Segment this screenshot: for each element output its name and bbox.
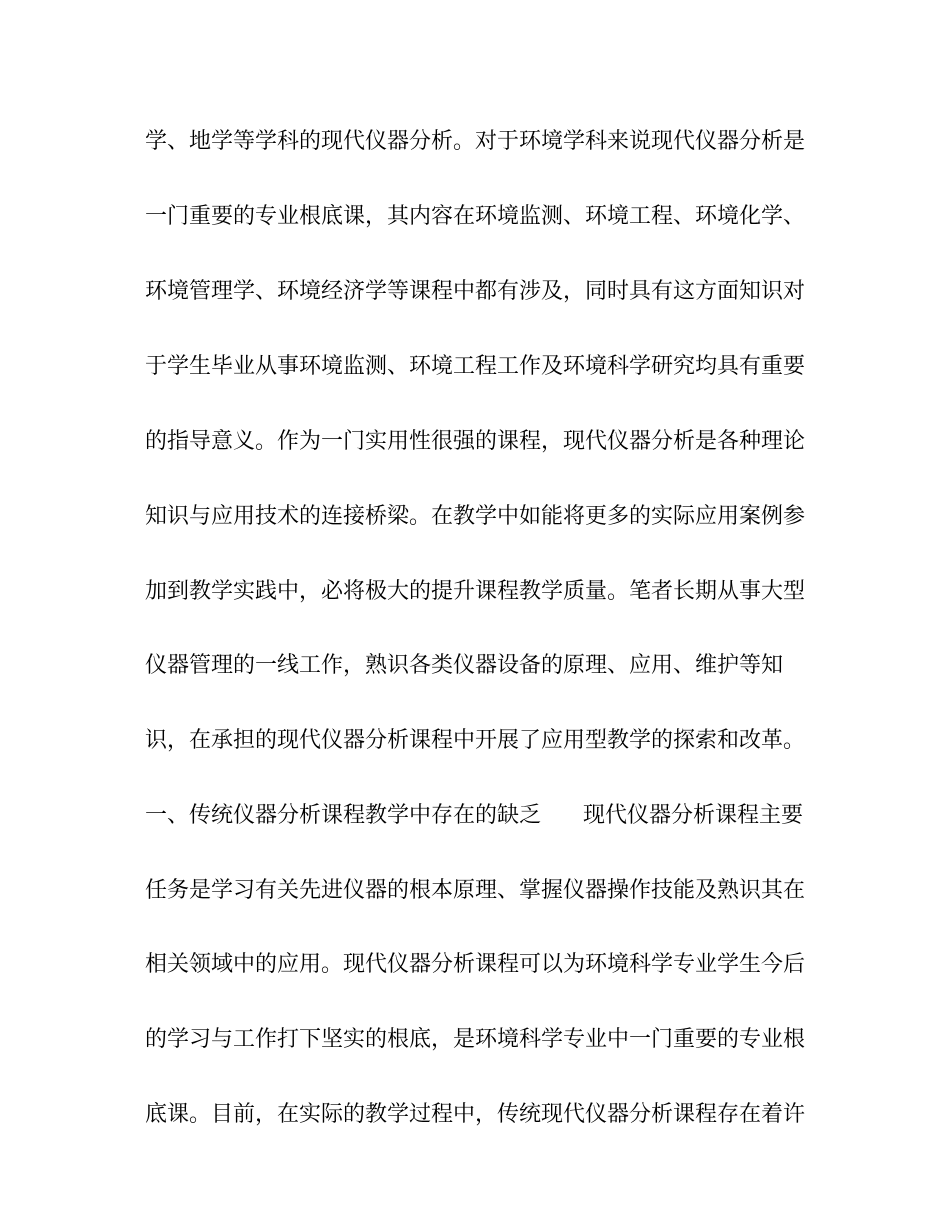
paragraph-line: 学、地学等学科的现代仪器分析。对于环境学科来说现代仪器分析是 (145, 129, 805, 154)
paragraph-line: 仪器管理的一线工作，熟识各类仪器设备的原理、应用、维护等知 (145, 653, 784, 678)
paragraph-line: 环境管理学、环境经济学等课程中都有涉及，同时具有这方面知识对 (145, 279, 805, 304)
paragraph-line: 知识与应用技术的连接桥梁。在教学中如能将更多的实际应用案例参 (145, 504, 805, 529)
section-heading: 一、传统仪器分析课程教学中存在的缺乏 (145, 803, 542, 828)
paragraph-line: 的指导意义。作为一门实用性很强的课程，现代仪器分析是各种理论 (145, 429, 805, 454)
section-heading-line (145, 799, 805, 833)
paragraph-line: 于学生毕业从事环境监测、环境工程工作及环境科学研究均具有重要 (145, 354, 805, 379)
paragraph-line: 底课。目前，在实际的教学过程中，传统现代仪器分析课程存在着许 (145, 1102, 805, 1127)
paragraph-line: 相关领域中的应用。现代仪器分析课程可以为环境科学专业学生今后 (145, 952, 805, 977)
paragraph-line: 识，在承担的现代仪器分析课程中开展了应用型教学的探索和改革。 (145, 728, 805, 753)
paragraph-line: 任务是学习有关先进仪器的根本原理、掌握仪器操作技能及熟识其在 (145, 878, 805, 903)
paragraph-line: 的学习与工作打下坚实的根底，是环境科学专业中一门重要的专业根 (145, 1027, 805, 1052)
section-lead-text: 现代仪器分析课程主要 (583, 803, 804, 828)
paragraph-line: 一门重要的专业根底课，其内容在环境监测、环境工程、环境化学、 (145, 204, 805, 229)
paragraph-line: 加到教学实践中，必将极大的提升课程教学质量。笔者长期从事大型 (145, 579, 805, 604)
